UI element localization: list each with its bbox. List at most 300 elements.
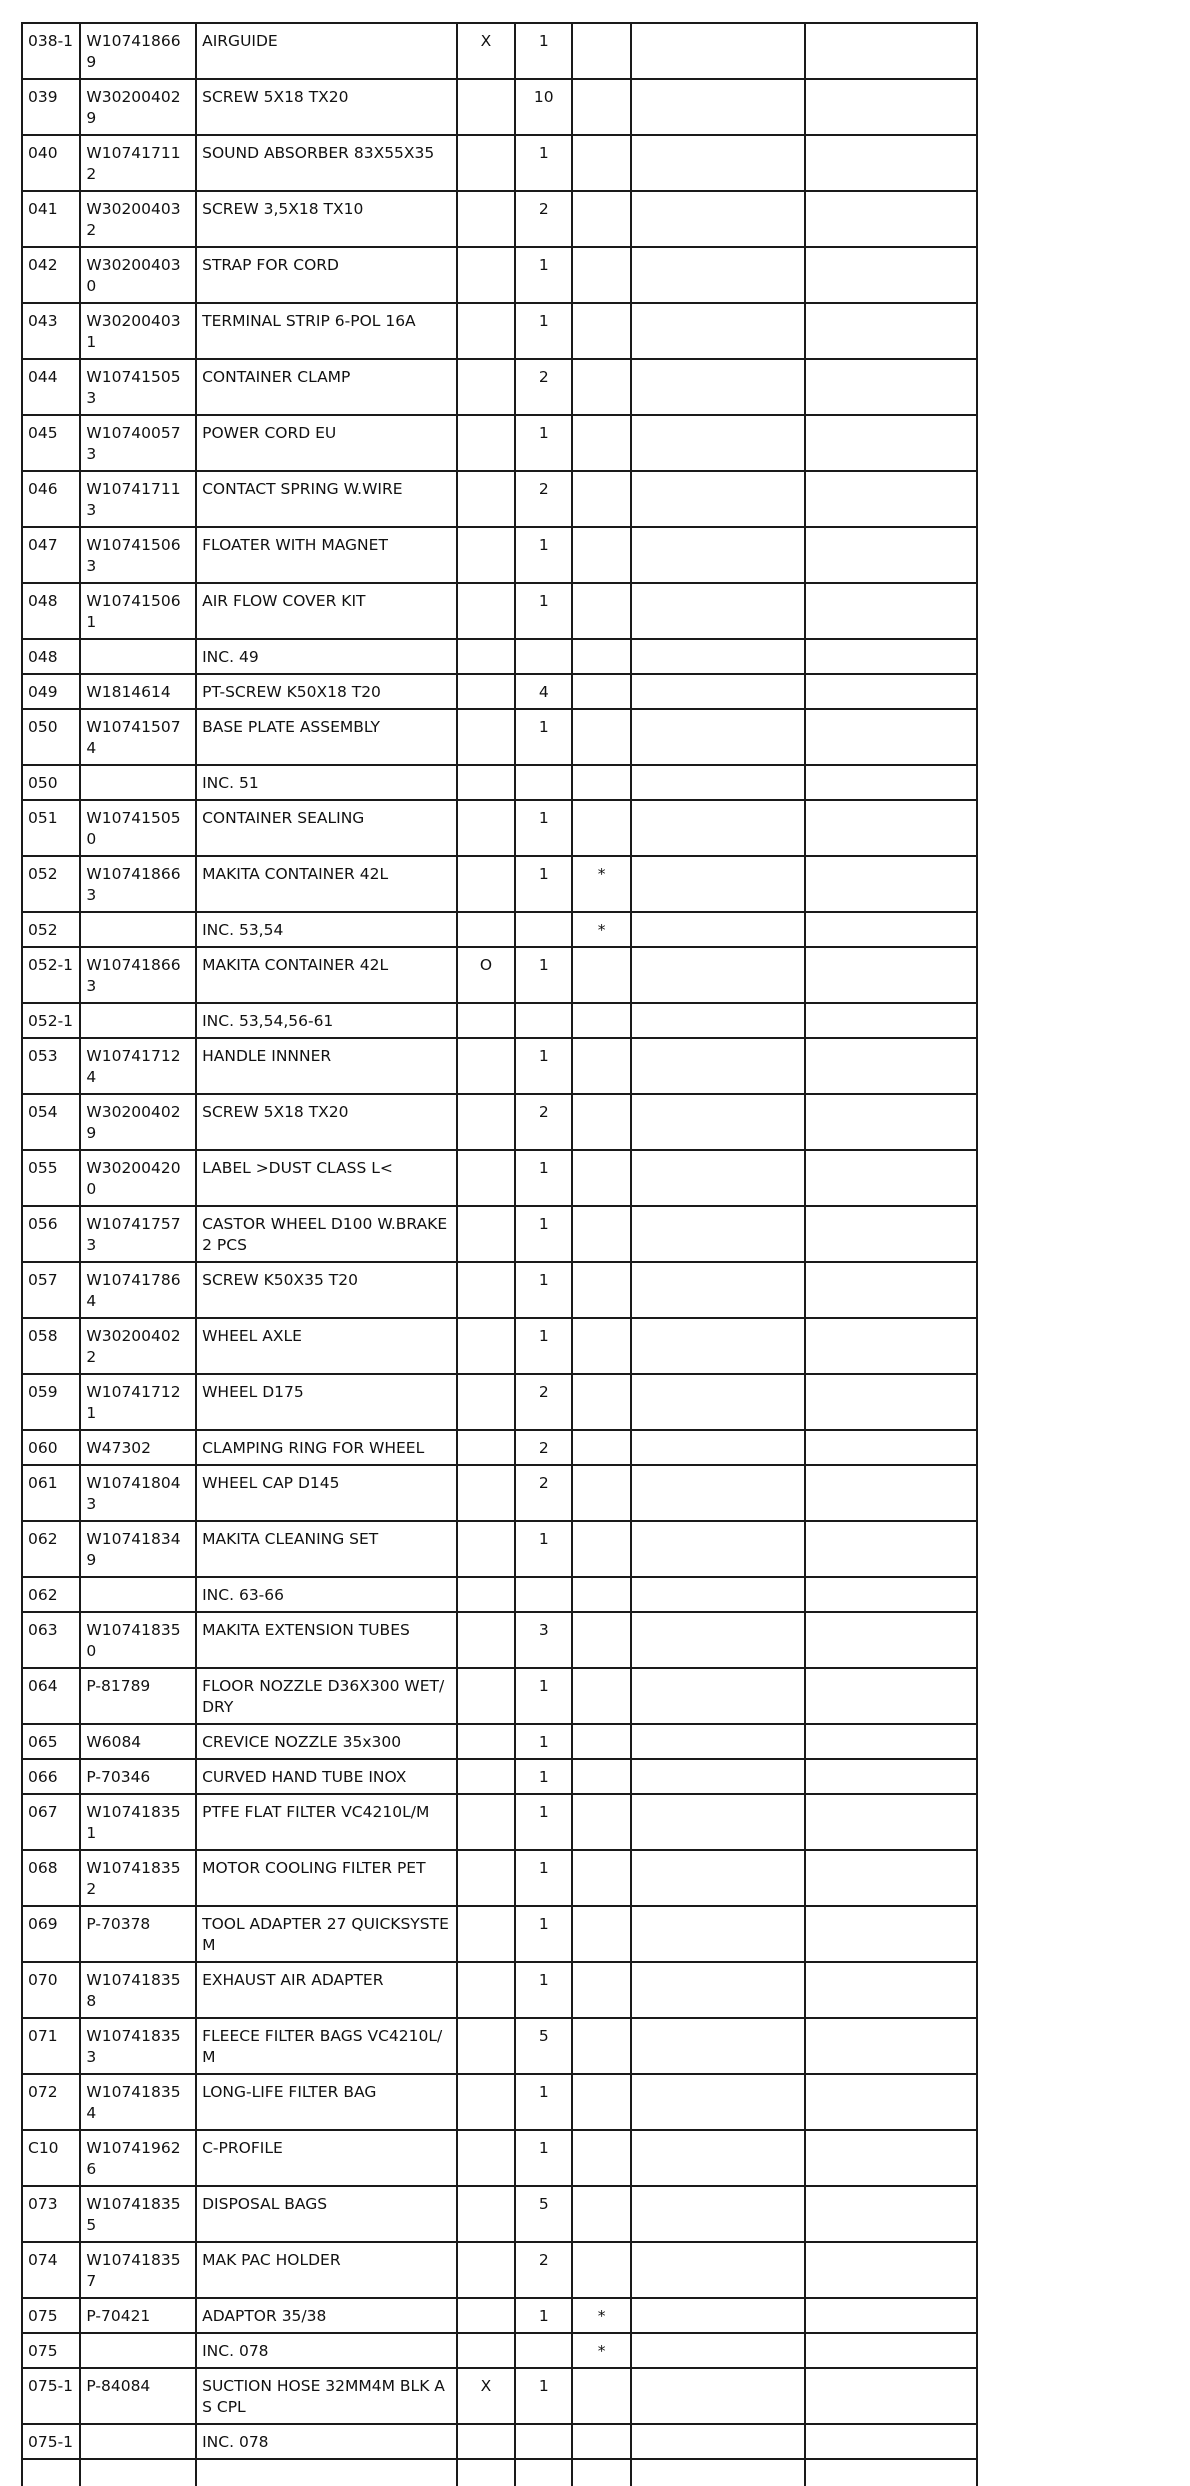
position-cell: 054: [22, 1094, 80, 1150]
part-number-cell: W107418355: [80, 2186, 196, 2242]
description-cell: MAKITA CONTAINER 42L: [196, 947, 457, 1003]
table-row: [22, 1521, 977, 1577]
empty-cell: [631, 800, 805, 856]
quantity-cell: 1: [515, 856, 572, 912]
flag-cell: [457, 2298, 515, 2333]
flag-cell: [457, 1962, 515, 2018]
empty-cell: [805, 1521, 977, 1577]
empty-cell: [805, 709, 977, 765]
part-number-cell: [80, 639, 196, 674]
quantity-cell: 1: [515, 247, 572, 303]
part-number-cell: W107418357: [80, 2242, 196, 2298]
position-cell: 075: [22, 2298, 80, 2333]
description-cell: WHEEL CAP D145: [196, 1465, 457, 1521]
quantity-cell: 2: [515, 359, 572, 415]
table-row: [22, 303, 977, 359]
position-cell: 042: [22, 247, 80, 303]
description-cell: POWER CORD EU: [196, 415, 457, 471]
position-cell: 075-1: [22, 2424, 80, 2459]
part-number-cell: [80, 1003, 196, 1038]
empty-cell: [631, 2130, 805, 2186]
empty-cell: [631, 1906, 805, 1962]
empty-cell: [631, 856, 805, 912]
position-cell: 050: [22, 765, 80, 800]
empty-cell: [631, 1430, 805, 1465]
empty-cell: [631, 2333, 805, 2368]
empty-cell: [805, 135, 977, 191]
description-cell: AIRGUIDE: [196, 23, 457, 79]
position-cell: 074: [22, 2242, 80, 2298]
note-cell: [572, 527, 630, 583]
flag-cell: [457, 79, 515, 135]
note-cell: [572, 639, 630, 674]
part-number-cell: W107417121: [80, 1374, 196, 1430]
quantity-cell: [515, 2424, 572, 2459]
description-cell: BASE PLATE ASSEMBLY: [196, 709, 457, 765]
empty-cell: [805, 415, 977, 471]
flag-cell: [457, 1906, 515, 1962]
part-number-cell: W107400573: [80, 415, 196, 471]
flag-cell: [457, 2424, 515, 2459]
note-cell: [572, 1612, 630, 1668]
empty-cell: [805, 800, 977, 856]
note-cell: [572, 471, 630, 527]
empty-cell: [631, 639, 805, 674]
part-number-cell: [80, 912, 196, 947]
empty-cell: [631, 527, 805, 583]
part-number-cell: W107415050: [80, 800, 196, 856]
flag-cell: [457, 1521, 515, 1577]
part-number-cell: W107417112: [80, 135, 196, 191]
quantity-cell: 1: [515, 135, 572, 191]
part-number-cell: W107418669: [80, 23, 196, 79]
part-number-cell: W107418353: [80, 2018, 196, 2074]
description-cell: CURVED HAND TUBE INOX: [196, 1759, 457, 1794]
part-number-cell: P-70346: [80, 1759, 196, 1794]
flag-cell: [457, 1003, 515, 1038]
position-cell: 059: [22, 1374, 80, 1430]
flag-cell: [457, 1262, 515, 1318]
note-cell: [572, 191, 630, 247]
note-cell: [572, 23, 630, 79]
table-row: [22, 1318, 977, 1374]
table-row: [22, 1577, 977, 1612]
part-number-cell: W6084: [80, 1724, 196, 1759]
empty-cell: [805, 1038, 977, 1094]
description-cell: MOTOR COOLING FILTER PET: [196, 1850, 457, 1906]
note-cell: [572, 2130, 630, 2186]
quantity-cell: 2: [515, 471, 572, 527]
part-number-cell: W107419626: [80, 2130, 196, 2186]
empty-cell: [515, 2459, 572, 2486]
part-number-cell: W107418354: [80, 2074, 196, 2130]
description-cell: STRAP FOR CORD: [196, 247, 457, 303]
position-cell: 049: [22, 674, 80, 709]
empty-cell: [631, 765, 805, 800]
quantity-cell: 2: [515, 1094, 572, 1150]
part-number-cell: W107415053: [80, 359, 196, 415]
flag-cell: [457, 800, 515, 856]
quantity-cell: 10: [515, 79, 572, 135]
table-row: [22, 947, 977, 1003]
description-cell: MAK PAC HOLDER: [196, 2242, 457, 2298]
quantity-cell: [515, 1577, 572, 1612]
part-number-cell: P-70421: [80, 2298, 196, 2333]
empty-cell: [805, 191, 977, 247]
part-number-cell: W107418663: [80, 947, 196, 1003]
note-cell: [572, 2018, 630, 2074]
flag-cell: [457, 1794, 515, 1850]
quantity-cell: 1: [515, 2298, 572, 2333]
empty-cell: [80, 2459, 196, 2486]
empty-cell: [631, 2298, 805, 2333]
part-number-cell: W107415061: [80, 583, 196, 639]
description-cell: ADAPTOR 35/38: [196, 2298, 457, 2333]
part-number-cell: [80, 1577, 196, 1612]
part-number-cell: W107415074: [80, 709, 196, 765]
empty-cell: [805, 303, 977, 359]
empty-cell: [805, 2018, 977, 2074]
note-cell: [572, 1850, 630, 1906]
quantity-cell: 1: [515, 1906, 572, 1962]
empty-cell: [805, 1759, 977, 1794]
empty-cell: [631, 1759, 805, 1794]
part-number-cell: W302004032: [80, 191, 196, 247]
table-row: [22, 23, 977, 79]
position-cell: 072: [22, 2074, 80, 2130]
table-row: [22, 2368, 977, 2424]
table-row: [22, 1465, 977, 1521]
quantity-cell: 1: [515, 23, 572, 79]
part-number-cell: W302004031: [80, 303, 196, 359]
description-cell: DISPOSAL BAGS: [196, 2186, 457, 2242]
quantity-cell: 1: [515, 583, 572, 639]
flag-cell: [457, 912, 515, 947]
empty-cell: [631, 709, 805, 765]
table-row: [22, 2333, 977, 2368]
quantity-cell: 1: [515, 800, 572, 856]
flag-cell: [457, 1318, 515, 1374]
empty-cell: [805, 583, 977, 639]
quantity-cell: 1: [515, 1262, 572, 1318]
flag-cell: [457, 1430, 515, 1465]
description-cell: INC. 51: [196, 765, 457, 800]
empty-cell: [805, 1668, 977, 1724]
table-row: [22, 800, 977, 856]
empty-cell: [805, 856, 977, 912]
position-cell: 068: [22, 1850, 80, 1906]
empty-cell: [805, 2459, 977, 2486]
quantity-cell: 1: [515, 1318, 572, 1374]
table-row: [22, 765, 977, 800]
empty-cell: [631, 1794, 805, 1850]
quantity-cell: 1: [515, 709, 572, 765]
part-number-cell: W107417864: [80, 1262, 196, 1318]
empty-cell: [631, 1262, 805, 1318]
note-cell: [572, 1668, 630, 1724]
quantity-cell: 1: [515, 303, 572, 359]
empty-cell: [805, 247, 977, 303]
empty-cell: [631, 947, 805, 1003]
empty-cell: [805, 2074, 977, 2130]
empty-cell: [805, 2424, 977, 2459]
table-row: [22, 1430, 977, 1465]
quantity-cell: 5: [515, 2018, 572, 2074]
parts-table-body: [22, 23, 977, 2486]
quantity-cell: 1: [515, 1206, 572, 1262]
table-row: [22, 2018, 977, 2074]
description-cell: INC. 49: [196, 639, 457, 674]
table-row: [22, 912, 977, 947]
position-cell: 058: [22, 1318, 80, 1374]
description-cell: PT-SCREW K50X18 T20: [196, 674, 457, 709]
description-cell: SCREW K50X35 T20: [196, 1262, 457, 1318]
description-cell: MAKITA EXTENSION TUBES: [196, 1612, 457, 1668]
note-cell: [572, 1003, 630, 1038]
empty-cell: [631, 2074, 805, 2130]
table-row: [22, 2074, 977, 2130]
note-cell: [572, 1962, 630, 2018]
empty-cell: [805, 1430, 977, 1465]
flag-cell: [457, 1094, 515, 1150]
empty-cell: [631, 303, 805, 359]
flag-cell: [457, 1668, 515, 1724]
position-cell: 071: [22, 2018, 80, 2074]
table-row: [22, 1668, 977, 1724]
empty-cell: [805, 639, 977, 674]
note-cell: [572, 2242, 630, 2298]
part-number-cell: W107418351: [80, 1794, 196, 1850]
note-cell: [572, 1318, 630, 1374]
note-cell: [572, 1521, 630, 1577]
table-row: [22, 79, 977, 135]
description-cell: EXHAUST AIR ADAPTER: [196, 1962, 457, 2018]
position-cell: 067: [22, 1794, 80, 1850]
quantity-cell: 1: [515, 1724, 572, 1759]
position-cell: 063: [22, 1612, 80, 1668]
table-row: [22, 247, 977, 303]
table-row-continuation: [22, 2459, 977, 2486]
flag-cell: [457, 527, 515, 583]
position-cell: 044: [22, 359, 80, 415]
description-cell: MAKITA CONTAINER 42L: [196, 856, 457, 912]
table-row: [22, 1003, 977, 1038]
empty-cell: [805, 1206, 977, 1262]
table-row: [22, 415, 977, 471]
part-number-cell: W302004029: [80, 1094, 196, 1150]
position-cell: 043: [22, 303, 80, 359]
table-row: [22, 471, 977, 527]
empty-cell: [631, 135, 805, 191]
empty-cell: [631, 1003, 805, 1038]
table-row: [22, 1038, 977, 1094]
description-cell: HANDLE INNNER: [196, 1038, 457, 1094]
note-cell: [572, 303, 630, 359]
table-row: [22, 1150, 977, 1206]
flag-cell: [457, 1206, 515, 1262]
description-cell: CLAMPING RING FOR WHEEL: [196, 1430, 457, 1465]
empty-cell: [805, 765, 977, 800]
description-cell: PTFE FLAT FILTER VC4210L/M: [196, 1794, 457, 1850]
description-cell: WHEEL D175: [196, 1374, 457, 1430]
empty-cell: [631, 1374, 805, 1430]
flag-cell: [457, 1038, 515, 1094]
quantity-cell: 4: [515, 674, 572, 709]
flag-cell: [457, 2018, 515, 2074]
empty-cell: [805, 23, 977, 79]
part-number-cell: W107418350: [80, 1612, 196, 1668]
empty-cell: [805, 1318, 977, 1374]
position-cell: 052-1: [22, 947, 80, 1003]
quantity-cell: 1: [515, 2368, 572, 2424]
empty-cell: [631, 1206, 805, 1262]
empty-cell: [631, 1038, 805, 1094]
flag-cell: [457, 1465, 515, 1521]
quantity-cell: 2: [515, 1465, 572, 1521]
empty-cell: [22, 2459, 80, 2486]
description-cell: CONTAINER CLAMP: [196, 359, 457, 415]
empty-cell: [631, 359, 805, 415]
position-cell: 040: [22, 135, 80, 191]
quantity-cell: 2: [515, 1374, 572, 1430]
position-cell: 050: [22, 709, 80, 765]
part-number-cell: [80, 765, 196, 800]
note-cell: *: [572, 2333, 630, 2368]
table-row: [22, 527, 977, 583]
empty-cell: [631, 1094, 805, 1150]
note-cell: [572, 135, 630, 191]
note-cell: [572, 1262, 630, 1318]
empty-cell: [631, 1577, 805, 1612]
note-cell: *: [572, 912, 630, 947]
note-cell: [572, 1906, 630, 1962]
empty-cell: [631, 1612, 805, 1668]
part-number-cell: W107417113: [80, 471, 196, 527]
position-cell: 052: [22, 856, 80, 912]
part-number-cell: W107415063: [80, 527, 196, 583]
empty-cell: [631, 2242, 805, 2298]
flag-cell: X: [457, 23, 515, 79]
note-cell: [572, 2368, 630, 2424]
position-cell: 055: [22, 1150, 80, 1206]
note-cell: [572, 1465, 630, 1521]
flag-cell: [457, 1612, 515, 1668]
part-number-cell: W107417573: [80, 1206, 196, 1262]
position-cell: 075: [22, 2333, 80, 2368]
quantity-cell: 1: [515, 2074, 572, 2130]
description-cell: INC. 078: [196, 2424, 457, 2459]
position-cell: 075-1: [22, 2368, 80, 2424]
part-number-cell: W107418358: [80, 1962, 196, 2018]
table-row: [22, 1206, 977, 1262]
part-number-cell: P-84084: [80, 2368, 196, 2424]
note-cell: [572, 1759, 630, 1794]
quantity-cell: [515, 1003, 572, 1038]
quantity-cell: 1: [515, 1150, 572, 1206]
description-cell: CONTAINER SEALING: [196, 800, 457, 856]
flag-cell: [457, 1724, 515, 1759]
quantity-cell: 1: [515, 1521, 572, 1577]
table-row: [22, 359, 977, 415]
description-cell: WHEEL AXLE: [196, 1318, 457, 1374]
flag-cell: [457, 2130, 515, 2186]
table-row: [22, 2242, 977, 2298]
part-number-cell: W302004029: [80, 79, 196, 135]
quantity-cell: 1: [515, 415, 572, 471]
flag-cell: [457, 135, 515, 191]
empty-cell: [805, 2242, 977, 2298]
empty-cell: [631, 674, 805, 709]
table-row: [22, 1724, 977, 1759]
empty-cell: [631, 1724, 805, 1759]
description-cell: SOUND ABSORBER 83X55X35: [196, 135, 457, 191]
table-row: [22, 1374, 977, 1430]
empty-cell: [631, 1850, 805, 1906]
flag-cell: [457, 1150, 515, 1206]
position-cell: 062: [22, 1521, 80, 1577]
flag-cell: X: [457, 2368, 515, 2424]
empty-cell: [805, 674, 977, 709]
position-cell: 045: [22, 415, 80, 471]
empty-cell: [631, 1150, 805, 1206]
quantity-cell: 2: [515, 2242, 572, 2298]
empty-cell: [631, 2459, 805, 2486]
quantity-cell: 2: [515, 1430, 572, 1465]
note-cell: [572, 2186, 630, 2242]
empty-cell: [805, 1962, 977, 2018]
note-cell: [572, 765, 630, 800]
empty-cell: [631, 415, 805, 471]
quantity-cell: [515, 639, 572, 674]
position-cell: 056: [22, 1206, 80, 1262]
empty-cell: [805, 1150, 977, 1206]
table-row: [22, 2424, 977, 2459]
part-number-cell: [80, 2424, 196, 2459]
quantity-cell: 3: [515, 1612, 572, 1668]
empty-cell: [805, 1465, 977, 1521]
position-cell: 047: [22, 527, 80, 583]
empty-cell: [631, 2018, 805, 2074]
note-cell: [572, 1374, 630, 1430]
note-cell: *: [572, 856, 630, 912]
empty-cell: [805, 1003, 977, 1038]
position-cell: 062: [22, 1577, 80, 1612]
description-cell: LONG-LIFE FILTER BAG: [196, 2074, 457, 2130]
position-cell: 070: [22, 1962, 80, 2018]
flag-cell: [457, 2333, 515, 2368]
part-number-cell: W107418043: [80, 1465, 196, 1521]
quantity-cell: [515, 912, 572, 947]
description-cell: SCREW 5X18 TX20: [196, 79, 457, 135]
description-cell: INC. 078: [196, 2333, 457, 2368]
description-cell: FLOATER WITH MAGNET: [196, 527, 457, 583]
note-cell: [572, 800, 630, 856]
quantity-cell: 1: [515, 2130, 572, 2186]
empty-cell: [196, 2459, 457, 2486]
flag-cell: [457, 765, 515, 800]
table-row: [22, 1759, 977, 1794]
description-cell: CREVICE NOZZLE 35x300: [196, 1724, 457, 1759]
empty-cell: [631, 23, 805, 79]
flag-cell: [457, 1577, 515, 1612]
table-row: [22, 709, 977, 765]
table-row: [22, 583, 977, 639]
position-cell: 073: [22, 2186, 80, 2242]
flag-cell: [457, 1850, 515, 1906]
position-cell: 052-1: [22, 1003, 80, 1038]
empty-cell: [805, 2368, 977, 2424]
quantity-cell: 5: [515, 2186, 572, 2242]
